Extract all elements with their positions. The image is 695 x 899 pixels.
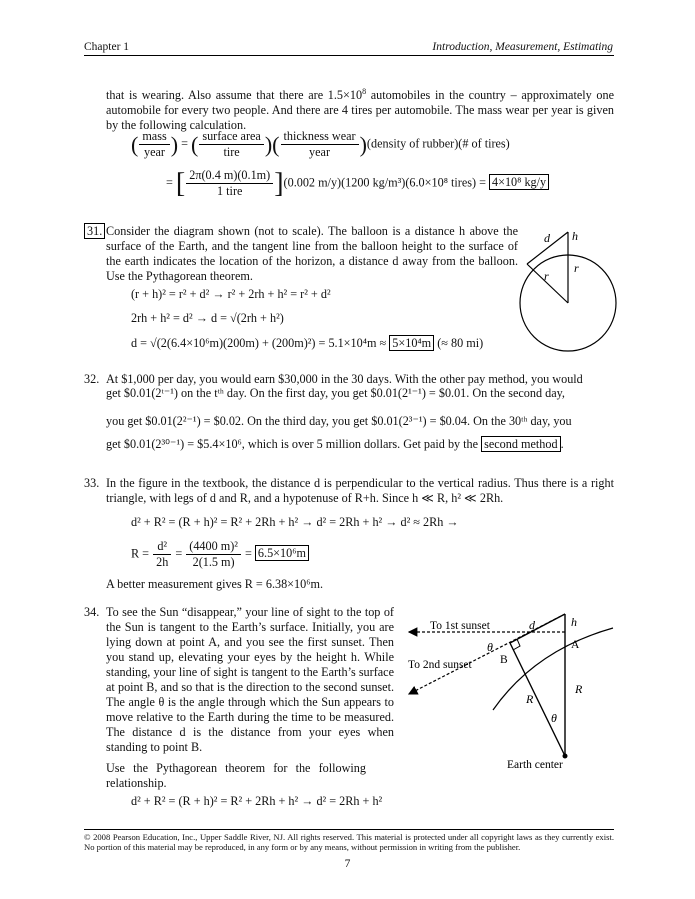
problem-31-eq-2: 2rh + h² = d² → d = √(2rh + h²) (131, 311, 284, 325)
problem-33-eq-2: R = $\frac{\text{d²}}{2h}$ = $\frac{\text{(4400 m)²}}{2(1.5 m)}$ = 6.5×10⁶m (131, 539, 309, 570)
label-d: d (529, 618, 535, 632)
problem-32-line-3: you get $0.01(2²⁻¹) = $0.02. On the third day, you get $0.01(2³⁻¹) = $0.04. On the 30ᵗʰ day, you (106, 414, 572, 428)
label-earth-center: Earth center (507, 759, 563, 771)
label-theta-top: θ (487, 640, 493, 654)
problem-31-answer: 5×10⁴m (389, 335, 434, 351)
label-r-left: r (544, 269, 549, 283)
header-rule (84, 55, 614, 56)
chapter-label: Chapter 1 (84, 41, 130, 53)
problem-31-number: 31. (84, 224, 105, 239)
problem-31-eq-3: d = √(2(6.4×10⁶m)(200m) + (200m)²) = 5.1×10⁴m ≈ 5×10⁴m (≈ 80 mi) (131, 336, 484, 350)
label-a: A (571, 639, 580, 651)
radius-to-b (510, 643, 565, 756)
label-r-vertical: R (575, 682, 583, 696)
problem-31-eq-1: (r + h)² = r² + d² → r² + 2rh + h² = r² + d² (131, 287, 331, 301)
chapter-title: Introduction, Measurement, Estimating (432, 41, 613, 53)
copyright-notice: © 2008 Pearson Education, Inc., Upper Saddle River, NJ. All rights reserved. This material is protected under all copyright laws as they currently exist. No portion of this material may be reproduced, in any form or by any means, without permission in writing from the publisher. (84, 832, 614, 852)
label-h: h (571, 615, 577, 629)
label-theta-bottom: θ (551, 711, 557, 725)
problem-34-text: To see the Sun “disappear,” your line of sight to the top of the Sun is tangent to the Earth’s surface. Initially, you are lying down at point A, and you see the first sunset. Then you stand up, elevating your eyes by the height h. While standing, your line of sight is tangent to the Earth’s surface at point B, and so that is the direction to the second sunset. The angle θ is the angle through which the Sun appears to move relative to the Earth during the time to be measured. The distance d is the distance from your eyes when standing to point B. (106, 605, 394, 754)
label-h: h (572, 229, 578, 243)
problem-33-number: 33. (84, 476, 100, 490)
footer-rule (84, 829, 614, 830)
label-r-right: r (574, 261, 579, 275)
problem-32-answer: second method (481, 436, 560, 452)
balloon-horizon-diagram (512, 220, 622, 360)
problem-33-eq-1: d² + R² = (R + h)² = R² + 2Rh + h² → d² = 2Rh + h² → d² ≈ 2Rh → (131, 515, 459, 529)
label-2nd-sunset: To 2nd sunset (408, 659, 472, 671)
problem-30-continuation: that is wearing. Also assume that there are $1.5\times 10^8$ automobiles in the country – approximately one automobile for every two people. And there are 4 tires per automobile. The mass wear per year is given by the following calculation. (106, 87, 614, 133)
problem-30-answer: 4×10⁸ kg/y (489, 174, 549, 190)
problem-34-eq: d² + R² = (R + h)² = R² + 2Rh + h² → d² = 2Rh + h² (131, 794, 383, 808)
label-1st-sunset: To 1st sunset (430, 620, 490, 632)
sunset-diagram (405, 610, 615, 775)
problem-34-use: Use the Pythagorean theorem for the following relationship. (106, 761, 366, 790)
problem-32-line-4: get $0.01(2³⁰⁻¹) = $5.4×10⁶, which is over 5 million dollars. Get paid by the second method . (106, 437, 564, 451)
label-r-slanted: R (526, 692, 534, 706)
problem-34-number: 34. (84, 605, 100, 619)
label-d: d (544, 231, 550, 245)
problem-32-line-1: At $1,000 per day, you would earn $30,000 in the 30 days. With the other pay method, you would (106, 372, 583, 386)
earth-center-dot (563, 754, 568, 759)
earth-surface-arc (493, 628, 613, 710)
problem-33-answer: 6.5×10⁶m (255, 545, 309, 561)
problem-33-better: A better measurement gives R = 6.38×10⁶m. (106, 577, 324, 591)
label-b: B (500, 654, 508, 666)
problem-32-line-2: get $0.01(2ᵗ⁻¹) on the tᵗʰ day. On the first day, you get $0.01(2¹⁻¹) = $0.01. On the second day, (106, 386, 565, 400)
problem-32-number: 32. (84, 372, 100, 386)
page-number: 7 (344, 858, 351, 870)
problem-30-equation-2: = [ $\frac{2\pi(0.4 m)(0.1m)}{\text{1 tire}}$ ](0.002 m/y)(1200 kg/m³)(6.0×10⁸ tires) = 4×10⁸ kg/y (166, 168, 549, 199)
problem-30-equation-1: ( $\frac{\text{mass}}{\text{year}}$ ) = ( $\frac{\text{surface area}}{\text{tire}}$ )( $\frac{\text{thickness wear}}{\text{year}}$ )(density of rubber)(# of tires) (131, 129, 510, 159)
problem-33-text: In the figure in the textbook, the distance d is perpendicular to the vertical radius. Thus there is a right triangle, with legs of d and R, and a hypotenuse of R+h. Since h ≪ R, h² ≪ 2Rh. (106, 476, 614, 505)
tangent-d (510, 614, 565, 643)
problem-31-text: Consider the diagram shown (not to scale). The balloon is a distance h above the surface of the Earth, and the tangent line from the balloon height to the surface of the earth indicates the location of the horizon, a distance d away from the balloon. Use the Pythagorean theorem. (106, 224, 518, 283)
